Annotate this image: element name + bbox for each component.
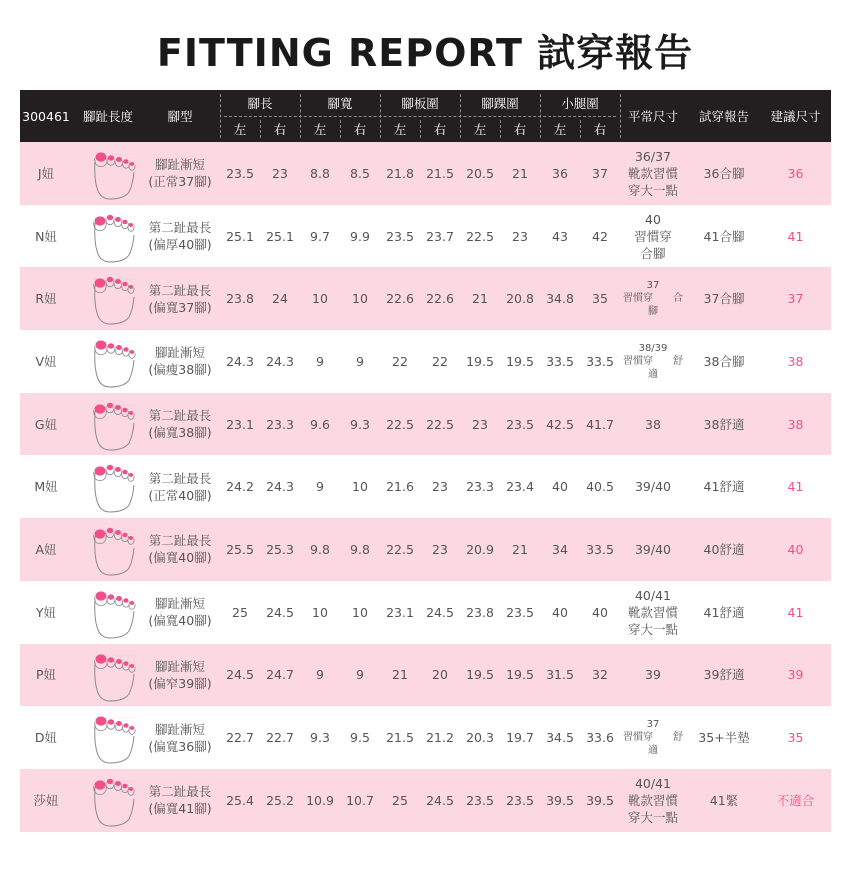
- measurement-value: 10.7: [346, 792, 374, 808]
- measurement-value: 33.5: [586, 541, 614, 557]
- usual-size-line: 習慣穿 合: [623, 293, 683, 305]
- header-group: 腳板圍: [401, 96, 439, 111]
- foot-toe-shape-icon: [92, 461, 136, 513]
- foot-type: [140, 644, 220, 707]
- fitting-result: 41合腳: [703, 228, 745, 244]
- measurement-value: 10: [312, 291, 328, 307]
- measurement-value: 9.9: [350, 228, 370, 244]
- foot-toe-shape-icon: [92, 211, 136, 263]
- measurement-value: 22.5: [386, 416, 414, 432]
- table-row: [20, 518, 831, 581]
- measurement-value: 19.5: [506, 353, 534, 369]
- measurement-value: 22.6: [426, 291, 454, 307]
- measurement-value: 35: [592, 291, 608, 307]
- usual-size: [618, 455, 688, 518]
- measurement-value: 24.3: [266, 353, 294, 369]
- measurement-value: 9.6: [310, 416, 330, 432]
- foot-type-note: (偏厚40腳): [148, 237, 212, 253]
- measurement-value: 39.5: [546, 792, 574, 808]
- measurement-value: 43: [552, 228, 568, 244]
- measurement-value: 10.9: [306, 792, 334, 808]
- foot-type-note: (偏寬41腳): [148, 801, 212, 817]
- fitting-result: 38合腳: [703, 353, 745, 369]
- foot-type-shape: 腳趾漸短: [154, 596, 205, 612]
- header-divider: [220, 94, 221, 138]
- usual-size: [618, 142, 688, 205]
- foot-type-shape: 第二趾最長: [148, 408, 212, 424]
- header-left: 左: [233, 122, 247, 137]
- measurement-value: 33.5: [546, 353, 574, 369]
- table-row: [20, 455, 831, 518]
- measurement-value: 23.8: [226, 291, 254, 307]
- usual-size: [618, 267, 688, 330]
- foot-toe-shape-icon: [92, 650, 136, 702]
- measurement-value: 23: [432, 541, 448, 557]
- usual-size: [618, 518, 688, 581]
- usual-size-line: 穿大一點: [627, 621, 678, 637]
- usual-size-line: 習慣穿 舒: [623, 355, 683, 367]
- person-name: N妞: [35, 228, 57, 244]
- foot-toe-shape-icon: [92, 399, 136, 451]
- measurement-value: 25.1: [226, 228, 254, 244]
- fitting-result: 37合腳: [703, 291, 745, 307]
- foot-toe-shape-icon: [92, 775, 136, 827]
- measurement-value: 21: [512, 165, 528, 181]
- person-name: G妞: [34, 416, 58, 432]
- measurement-value: 25.1: [266, 228, 294, 244]
- usual-size: [618, 581, 688, 644]
- header-left: 左: [473, 122, 487, 137]
- measurement-value: 9.3: [350, 416, 370, 432]
- measurement-value: 8.8: [310, 165, 330, 181]
- foot-type: [140, 205, 220, 268]
- suggested-size: 41: [787, 604, 804, 620]
- foot-type-note: (偏寬40腳): [148, 613, 212, 629]
- table-row: [20, 393, 831, 456]
- header-foot-type: 腳型: [167, 109, 193, 124]
- table-row: [20, 769, 831, 832]
- usual-size-line: 靴款習慣: [627, 165, 678, 181]
- person-name: R妞: [35, 291, 57, 307]
- header-right: 右: [593, 122, 607, 137]
- measurement-value: 10: [352, 291, 368, 307]
- measurement-value: 10: [352, 604, 368, 620]
- fitting-result: 38舒適: [703, 416, 745, 432]
- measurement-value: 23.5: [506, 604, 534, 620]
- usual-size: [618, 330, 688, 393]
- person-name: V妞: [35, 353, 57, 369]
- measurement-value: 25: [232, 604, 248, 620]
- header-right: 右: [353, 122, 367, 137]
- measurement-value: 19.5: [506, 667, 534, 683]
- foot-type-note: (偏寬37腳): [148, 299, 212, 315]
- usual-size-line: 靴款習慣: [627, 604, 678, 620]
- foot-type: [140, 769, 220, 832]
- header-right: 右: [513, 122, 527, 137]
- person-name: P妞: [35, 667, 57, 683]
- measurement-value: 22: [392, 353, 408, 369]
- measurement-value: 10: [312, 604, 328, 620]
- usual-size: [618, 769, 688, 832]
- foot-type: [140, 518, 220, 581]
- foot-type: [140, 330, 220, 393]
- usual-size-line: 習慣穿: [634, 228, 672, 244]
- measurement-value: 23.3: [466, 479, 494, 495]
- measurement-value: 24.5: [266, 604, 294, 620]
- measurement-value: 21.5: [426, 165, 454, 181]
- foot-type: [140, 142, 220, 205]
- header-divider: [580, 120, 581, 138]
- measurement-value: 19.7: [506, 730, 534, 746]
- usual-size-line: 適: [648, 368, 658, 380]
- foot-type-note: (偏寬40腳): [148, 550, 212, 566]
- measurement-value: 9.8: [310, 541, 330, 557]
- person-name: M妞: [34, 479, 58, 495]
- suggested-size: 39: [787, 667, 804, 683]
- measurement-value: 40.5: [586, 479, 614, 495]
- measurement-value: 21.2: [426, 730, 454, 746]
- measurement-value: 36: [552, 165, 568, 181]
- table-row: [20, 267, 831, 330]
- suggested-size: 35: [787, 730, 804, 746]
- measurement-value: 21: [392, 667, 408, 683]
- header-divider: [224, 116, 616, 117]
- usual-size-line: 習慣穿 舒: [623, 732, 683, 744]
- table-row: [20, 581, 831, 644]
- foot-toe-shape-icon: [92, 336, 136, 388]
- usual-size-line: 39/40: [634, 479, 672, 495]
- measurement-value: 21: [472, 291, 488, 307]
- measurement-value: 9: [316, 479, 324, 495]
- foot-toe-shape-icon: [92, 587, 136, 639]
- foot-type-note: (偏窄39腳): [148, 675, 212, 691]
- foot-type-shape: 腳趾漸短: [154, 721, 205, 737]
- measurement-value: 19.5: [466, 353, 494, 369]
- table-row: [20, 142, 831, 205]
- usual-size-line: 穿大一點: [627, 809, 678, 825]
- header-left: 左: [393, 122, 407, 137]
- header-left: 左: [313, 122, 327, 137]
- measurement-value: 34: [552, 541, 568, 557]
- foot-type-note: (偏寬36腳): [148, 738, 212, 754]
- header-foot-length: 腳趾長度: [82, 109, 133, 124]
- usual-size-line: 38/39: [638, 342, 668, 354]
- measurement-value: 42: [592, 228, 608, 244]
- measurement-value: 21: [512, 541, 528, 557]
- measurement-value: 25: [392, 792, 408, 808]
- usual-size-line: 39/40: [634, 541, 672, 557]
- header-divider: [260, 120, 261, 138]
- fitting-result: 40舒適: [703, 541, 745, 557]
- header-usual-size: 平常尺寸: [627, 109, 678, 124]
- person-name: D妞: [34, 730, 58, 746]
- measurement-value: 23: [272, 165, 288, 181]
- header-group: 腳寬: [327, 96, 353, 111]
- measurement-value: 20.3: [466, 730, 494, 746]
- measurement-value: 9: [316, 353, 324, 369]
- person-name: A妞: [35, 541, 57, 557]
- header-divider: [420, 120, 421, 138]
- measurement-value: 22: [432, 353, 448, 369]
- header-right: 右: [433, 122, 447, 137]
- page-title: FITTING REPORT 試穿報告: [156, 31, 694, 75]
- suggested-size: 38: [787, 353, 804, 369]
- measurement-value: 9.3: [310, 730, 330, 746]
- foot-type-shape: 第二趾最長: [148, 470, 212, 486]
- usual-size-line: 40: [645, 211, 661, 227]
- header-divider: [340, 120, 341, 138]
- measurement-value: 39.5: [586, 792, 614, 808]
- measurement-value: 24.5: [226, 667, 254, 683]
- suggested-size: 37: [787, 291, 804, 307]
- usual-size-line: 40/41: [634, 587, 672, 603]
- measurement-value: 22.5: [466, 228, 494, 244]
- measurement-value: 24.5: [426, 792, 454, 808]
- usual-size: [618, 393, 688, 456]
- measurement-value: 24.5: [426, 604, 454, 620]
- measurement-value: 22.5: [386, 541, 414, 557]
- table-row: [20, 205, 831, 268]
- person-name: J妞: [37, 165, 55, 181]
- usual-size-line: 39: [645, 667, 661, 683]
- suggested-size: 36: [787, 165, 804, 181]
- measurement-value: 21.8: [386, 165, 414, 181]
- usual-size-line: 合腳: [640, 245, 666, 261]
- usual-size-line: 腳: [648, 306, 658, 318]
- measurement-value: 23.5: [226, 165, 254, 181]
- measurement-value: 40: [552, 479, 568, 495]
- measurement-value: 22.5: [426, 416, 454, 432]
- measurement-value: 40: [592, 604, 608, 620]
- measurement-value: 10: [352, 479, 368, 495]
- measurement-value: 9: [316, 667, 324, 683]
- measurement-value: 20.5: [466, 165, 494, 181]
- table-row: [20, 330, 831, 393]
- measurement-value: 25.4: [226, 792, 254, 808]
- measurement-value: 9.7: [310, 228, 330, 244]
- foot-type-shape: 第二趾最長: [148, 282, 212, 298]
- suggested-size: 41: [787, 479, 804, 495]
- fitting-table: [20, 90, 831, 832]
- fitting-result: 36合腳: [703, 165, 745, 181]
- table-row: [20, 644, 831, 707]
- person-name: Y妞: [35, 604, 57, 620]
- measurement-value: 19.5: [466, 667, 494, 683]
- measurement-value: 25.3: [266, 541, 294, 557]
- suggested-size: 不適合: [776, 792, 815, 808]
- measurement-value: 22.7: [226, 730, 254, 746]
- header-report: 試穿報告: [698, 109, 749, 124]
- measurement-value: 41.7: [586, 416, 614, 432]
- measurement-value: 31.5: [546, 667, 574, 683]
- usual-size: [618, 205, 688, 268]
- header-group: 腳踝圍: [481, 96, 519, 111]
- measurement-value: 23: [472, 416, 488, 432]
- usual-size-line: 37: [646, 280, 660, 292]
- header-group: 小腿圍: [561, 96, 599, 111]
- measurement-value: 8.5: [350, 165, 370, 181]
- measurement-value: 23.5: [506, 792, 534, 808]
- foot-type-shape: 第二趾最長: [148, 533, 212, 549]
- measurement-value: 23: [432, 479, 448, 495]
- foot-type: [140, 455, 220, 518]
- fitting-result: 41舒適: [703, 479, 745, 495]
- usual-size-line: 38: [645, 416, 661, 432]
- measurement-value: 23.3: [266, 416, 294, 432]
- usual-size-line: 37: [646, 719, 660, 731]
- measurement-value: 33.5: [586, 353, 614, 369]
- measurement-value: 24.3: [266, 479, 294, 495]
- measurement-value: 9: [356, 667, 364, 683]
- usual-size-line: 40/41: [634, 775, 672, 791]
- foot-type-note: (偏瘦38腳): [148, 362, 212, 378]
- header-divider: [620, 94, 621, 138]
- usual-size-line: 靴款習慣: [627, 792, 678, 808]
- measurement-value: 32: [592, 667, 608, 683]
- header-group: 腳長: [247, 96, 273, 111]
- suggested-size: 38: [787, 416, 804, 432]
- fitting-result: 41緊: [709, 792, 739, 808]
- measurement-value: 40: [552, 604, 568, 620]
- header-left: 左: [553, 122, 567, 137]
- measurement-value: 9.5: [350, 730, 370, 746]
- foot-type-shape: 腳趾漸短: [154, 345, 205, 361]
- header-divider: [500, 120, 501, 138]
- table-header: [20, 90, 831, 142]
- fitting-result: 35+半墊: [698, 730, 750, 746]
- measurement-value: 20.9: [466, 541, 494, 557]
- measurement-value: 9: [356, 353, 364, 369]
- measurement-value: 23.7: [426, 228, 454, 244]
- measurement-value: 9.8: [350, 541, 370, 557]
- suggested-size: 41: [787, 228, 804, 244]
- measurement-value: 23.5: [466, 792, 494, 808]
- measurement-value: 25.2: [266, 792, 294, 808]
- usual-size: [618, 706, 688, 769]
- measurement-value: 25.5: [226, 541, 254, 557]
- measurement-value: 21.5: [386, 730, 414, 746]
- person-name: 莎妞: [33, 792, 59, 808]
- table-body: [20, 142, 831, 832]
- measurement-value: 23.1: [226, 416, 254, 432]
- foot-type-shape: 腳趾漸短: [154, 658, 205, 674]
- foot-type: [140, 706, 220, 769]
- foot-toe-shape-icon: [92, 524, 136, 576]
- suggested-size: 40: [787, 541, 804, 557]
- header-suggested: 建議尺寸: [770, 109, 821, 124]
- foot-type: [140, 393, 220, 456]
- measurement-value: 23.5: [506, 416, 534, 432]
- measurement-value: 23: [512, 228, 528, 244]
- measurement-value: 23.5: [386, 228, 414, 244]
- measurement-value: 20.8: [506, 291, 534, 307]
- measurement-value: 34.8: [546, 291, 574, 307]
- measurement-value: 24.3: [226, 353, 254, 369]
- foot-type: [140, 581, 220, 644]
- measurement-value: 24.2: [226, 479, 254, 495]
- usual-size-line: 穿大一點: [627, 182, 678, 198]
- foot-type-shape: 第二趾最長: [148, 784, 212, 800]
- foot-toe-shape-icon: [92, 273, 136, 325]
- measurement-value: 23.8: [466, 604, 494, 620]
- measurement-value: 22.6: [386, 291, 414, 307]
- measurement-value: 37: [592, 165, 608, 181]
- table-row: [20, 706, 831, 769]
- header-right: 右: [273, 122, 287, 137]
- measurement-value: 33.6: [586, 730, 614, 746]
- foot-type-note: (正常37腳): [148, 174, 212, 190]
- fitting-result: 41舒適: [703, 604, 745, 620]
- foot-type-note: (偏寬38腳): [148, 425, 212, 441]
- usual-size-line: 適: [648, 745, 658, 757]
- foot-type-shape: 第二趾最長: [148, 220, 212, 236]
- measurement-value: 20: [432, 667, 448, 683]
- measurement-value: 42.5: [546, 416, 574, 432]
- measurement-value: 24.7: [266, 667, 294, 683]
- measurement-value: 24: [272, 291, 288, 307]
- measurement-value: 23.4: [506, 479, 534, 495]
- foot-type-shape: 腳趾漸短: [154, 157, 205, 173]
- usual-size-line: 36/37: [634, 148, 672, 164]
- measurement-value: 21.6: [386, 479, 414, 495]
- measurement-value: 34.5: [546, 730, 574, 746]
- foot-type-note: (正常40腳): [148, 487, 212, 503]
- fitting-result: 39舒適: [703, 667, 745, 683]
- measurement-value: 22.7: [266, 730, 294, 746]
- foot-toe-shape-icon: [92, 148, 136, 200]
- foot-toe-shape-icon: [92, 712, 136, 764]
- header-model: 300461: [22, 108, 70, 124]
- measurement-value: 23.1: [386, 604, 414, 620]
- usual-size: [618, 644, 688, 707]
- foot-type: [140, 267, 220, 330]
